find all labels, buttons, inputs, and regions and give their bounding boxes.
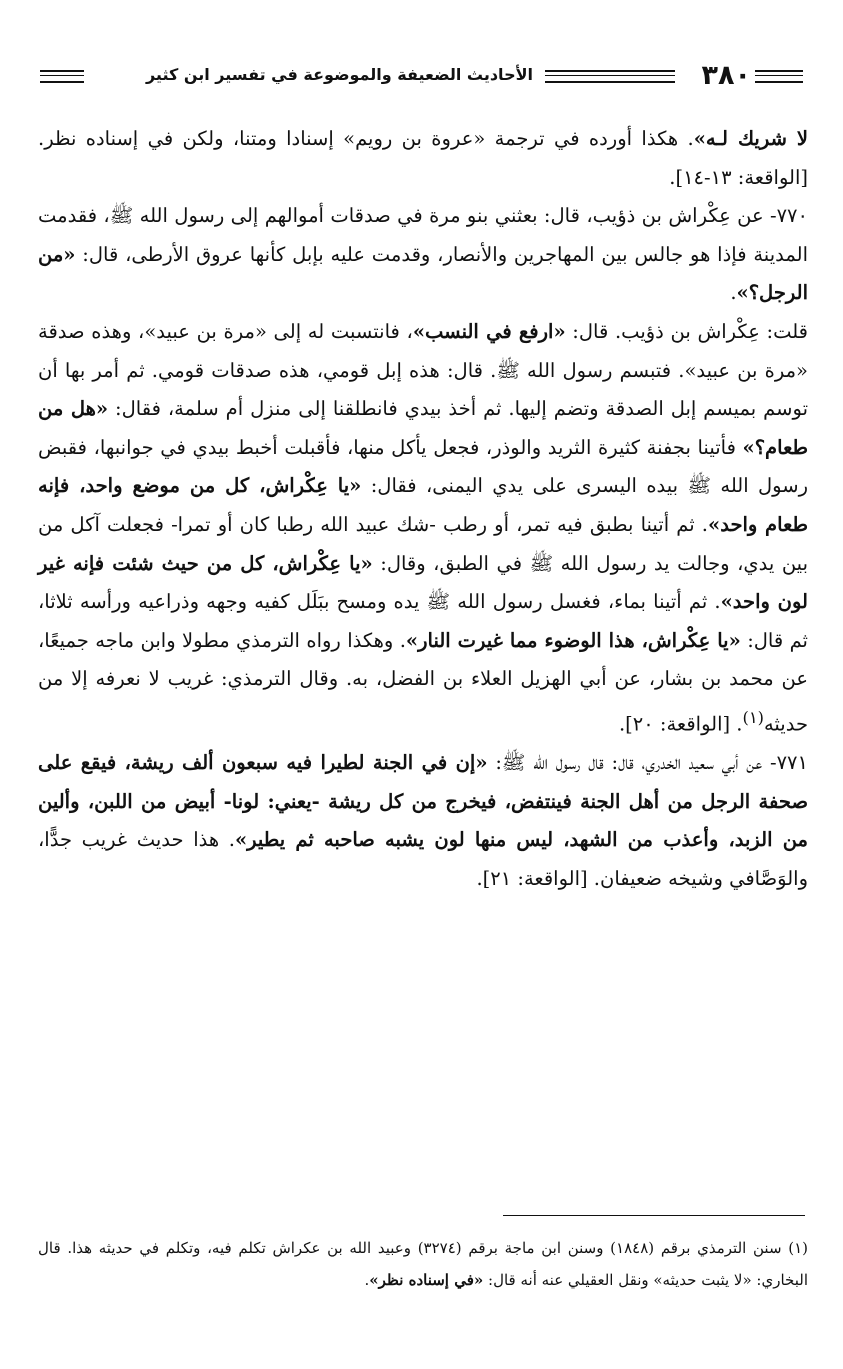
text-run: . (364, 1271, 370, 1289)
text-run: . (730, 281, 737, 305)
footnote-marker[interactable]: (١) (742, 707, 764, 727)
paragraph (38, 120, 808, 197)
quoted-hadith-text: «هل من طعام؟» (38, 397, 808, 459)
quoted-hadith-text: لا شريك لـه» (693, 127, 808, 150)
quoted-hadith-text: «ارفع في النسب» (412, 319, 566, 343)
page-number: ٣٨٠ (701, 60, 751, 91)
quoted-hadith-text: «يا عِكْراش، كل من موضع واحد، فإنه طعام واحد» (38, 474, 808, 536)
text-run: قلت: عِكْراش بن ذؤيب. قال: (565, 319, 808, 343)
text-run: . هكذا أورده في ترجمة «عروة بن رويم» إسنادا ومتنا، ولكن في إسناده نظر. [الواقعة: ١٣-١٤]. (38, 127, 808, 189)
quoted-hadith-text: «يا عِكْراش، كل من حيث شئت فإنه غير لون واحد» (38, 551, 808, 614)
header-rule-left (40, 70, 84, 83)
text-run: ٧٧١- عن أبي سعيد الخدري، قال: قال رسول الله ﷺ: (487, 751, 808, 774)
header-rule-right (755, 70, 803, 83)
quoted-hadith-text: «في إسناده نظر» (369, 1271, 484, 1289)
footnote-1 (38, 1232, 808, 1296)
quoted-hadith-text: «إن في الجنة لطيرا فيه سبعون ألف ريشة، فيقع على صحفة الرجل من أهل الجنة فينتفض، فيخرج من كل ريشة -يعني: لونا- أبيض من اللبن، وألين من الزبد، وأعذب من الشهد، ليس منها لون يشبه صاحبه ثم يطير» (38, 751, 808, 852)
text-run: . وهكذا رواه الترمذي مطولا وابن ماجه جميعًا، عن محمد بن بشار، عن أبي الهزيل العلاء بن الفضل، به. وقال الترمذي: غريب لا نعرفه إلا من حديثه (38, 628, 808, 736)
page-header (40, 58, 803, 92)
header-rule-middle (545, 70, 675, 83)
footnote-separator (503, 1215, 805, 1216)
quoted-hadith-text: «يا عِكْراش، هذا الوضوء مما غيرت النار» (405, 628, 741, 652)
running-title: الأحاديث الضعيفة والموضوعة في تفسير ابن كثير (145, 65, 533, 84)
text-run: . ثم أتينا بطبق فيه تمر، أو رطب -شك عبيد الله رطبا كان أو تمرا- فجعلت آكل من بين يدي، وجالت يد رسول الله ﷺ في الطبق، وقال: (38, 512, 808, 575)
text-run: ، فانتسبت له إلى «مرة بن عبيد»، وهذه صدقة «مرة بن عبيد». فتبسم رسول الله ﷺ. قال: هذه إبل قومي، هذه صدقات قومي. ثم أمر بها أن توسم بميسم إبل الصدقة وتضم إليها. ثم أخذ بيدي فانطلقنا إلى منزل أم سلمة، فقال: (38, 319, 808, 421)
text-run: فأتينا بجفنة كثيرة الثريد والوذر، فجعل يأكل منها، فأقبلت أخبط بيدي في جوانبها، فقبض رسول الله ﷺ بيده اليسرى على يدي اليمنى، فقال: (38, 435, 809, 498)
paragraph (38, 744, 808, 898)
text-run: ٧٧٠- عن عِكْراش بن ذؤيب، قال: بعثني بنو مرة في صدقات أموالهم إلى رسول الله ﷺ، فقدمت المدينة فإذا هو جالس بين المهاجرين والأنصار، وقدمت عليه بإبل كأنها عروق الأرطى، قال: (38, 204, 808, 266)
paragraph (38, 313, 808, 744)
paragraph (38, 197, 808, 313)
quoted-hadith-text: «من الرجل؟» (38, 242, 808, 305)
footnotes (38, 1232, 808, 1296)
text-run: . [الواقعة: ٢٠]. (618, 712, 743, 736)
text-run: . هذا حديث غريب جدًّا، والوَصَّافي وشيخه ضعيفان. [الواقعة: ٢١]. (38, 828, 808, 890)
main-text (38, 120, 808, 898)
text-run: . ثم أتينا بماء، فغسل رسول الله ﷺ يده ومسح ببَلَل كفيه وجهه وذراعيه ورأسه ثلاثا، ثم قال: (38, 590, 808, 652)
text-run: (١) سنن الترمذي برقم (١٨٤٨) وسنن ابن ماجة برقم (٣٢٧٤) وعبيد الله بن عكراش تكلم فيه، وتكلم في حديثه هذا. قال البخاري: «لا يثبت حديثه» ونقل العقيلي عنه أنه قال: (38, 1239, 808, 1289)
